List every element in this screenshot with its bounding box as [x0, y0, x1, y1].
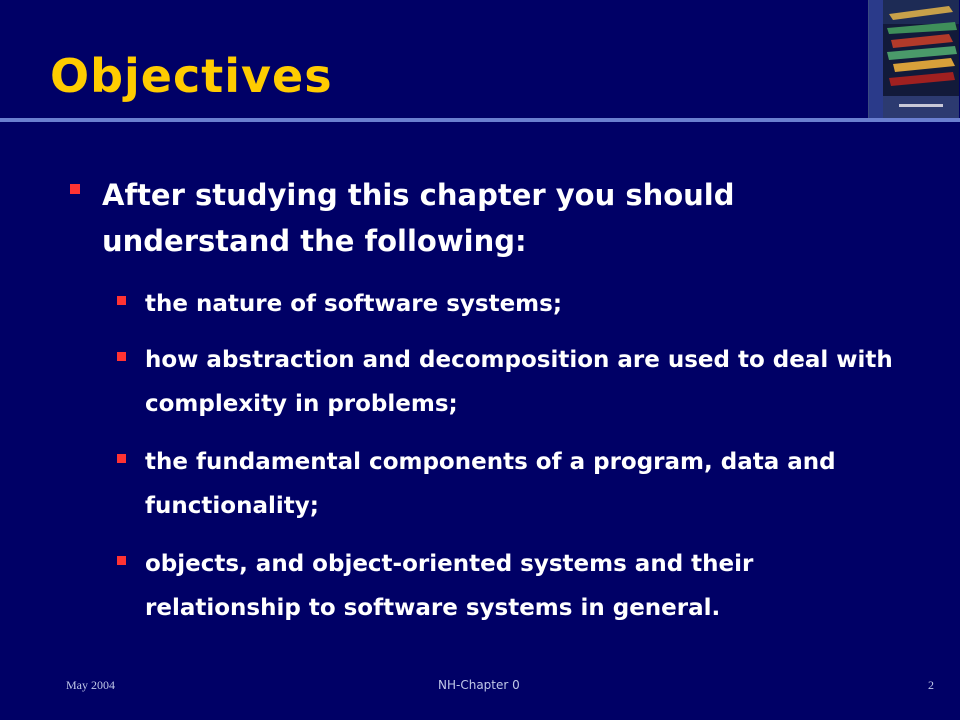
- slide-title: Objectives: [50, 49, 333, 103]
- book-cover-image: [868, 0, 959, 120]
- sub-bullet-text: the nature of software systems;: [145, 291, 563, 317]
- bullet-square-icon: [117, 556, 126, 565]
- footer-date: May 2004: [66, 678, 115, 692]
- bullet-square-icon: [117, 454, 126, 463]
- sub-bullet-text: the fundamental components of a program, data and functionality;: [145, 449, 836, 519]
- sub-bullet-text: how abstraction and decomposition are used to deal with complexity in problems;: [145, 347, 893, 417]
- bullet-square-icon: [70, 184, 80, 194]
- footer-page-number: 2: [928, 678, 934, 692]
- bullet-square-icon: [117, 352, 126, 361]
- sub-bullet-text: objects, and object-oriented systems and their relationship to software systems in general.: [145, 551, 754, 621]
- title-divider: [0, 118, 960, 122]
- footer-chapter: NH-Chapter 0: [438, 678, 520, 692]
- bullet-text: After studying this chapter you should understand the following:: [102, 178, 735, 258]
- bullet-square-icon: [117, 296, 126, 305]
